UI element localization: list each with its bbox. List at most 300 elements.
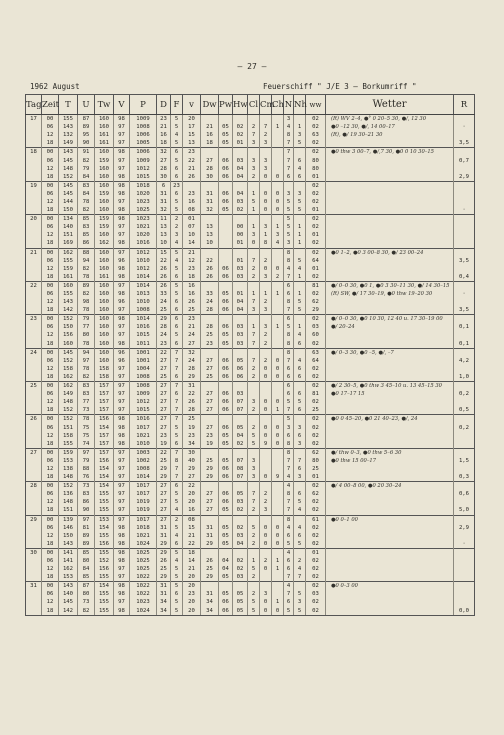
cell-Cm: 1 xyxy=(260,290,272,298)
cell-tag: 20 xyxy=(26,215,42,224)
cell-wetter xyxy=(326,473,454,482)
table-row xyxy=(26,590,475,598)
table-row xyxy=(26,565,475,573)
cell-Ch xyxy=(272,490,284,498)
cell-V: 98 xyxy=(114,524,130,532)
cell-v: 18 xyxy=(183,273,201,282)
cell-V: 98 xyxy=(114,582,130,591)
cell-P: 1012 xyxy=(130,165,157,173)
cell-Tw: 156 xyxy=(95,540,114,549)
cell-V: 97 xyxy=(114,131,130,139)
cell-Pw: 06 xyxy=(219,598,233,606)
cell-tag xyxy=(26,273,42,282)
cell-Dw: 27 xyxy=(201,365,219,373)
cell-D: 31 xyxy=(157,590,171,598)
cell-tag xyxy=(26,298,42,306)
cell-U: 78 xyxy=(78,198,95,206)
cell-v: 14 xyxy=(183,239,201,248)
cell-wetter xyxy=(326,524,454,532)
cell-N: 5 xyxy=(284,206,294,215)
table-row xyxy=(26,265,475,273)
cell-Nh: 3 xyxy=(294,440,306,449)
cell-U: 85 xyxy=(78,215,95,224)
cell-tag xyxy=(26,607,42,616)
cell-Ch: 0 xyxy=(272,532,284,540)
cell-Tw: 155 xyxy=(95,573,114,582)
cell-D: 30 xyxy=(157,173,171,182)
cell-N: 6 xyxy=(284,373,294,382)
weather-note: ●/ thw 0–3, ●0 thw 5–6 30 xyxy=(331,449,402,456)
cell-Ch: 0 xyxy=(272,206,284,215)
cell-T: 143 xyxy=(59,298,78,306)
cell-v: 21 xyxy=(183,532,201,540)
column-header: Nh xyxy=(294,95,306,115)
cell-v: 12 xyxy=(183,257,201,265)
weather-note: ●/ 0–3 30, ●0 –5, ●/, –7 xyxy=(331,349,394,356)
cell-tag xyxy=(26,257,42,265)
cell-Hw: 03 xyxy=(233,573,248,582)
cell-T: 162 xyxy=(59,382,78,391)
cell-Nh: 4 xyxy=(294,357,306,365)
cell-Cm: 3 xyxy=(260,156,272,164)
cell-Pw: 05 xyxy=(219,331,233,339)
cell-v: 16 xyxy=(183,198,201,206)
cell-Nh xyxy=(294,215,306,224)
cell-Dw xyxy=(201,582,219,591)
cell-wetter xyxy=(326,215,454,224)
cell-V: 97 xyxy=(114,281,130,290)
cell-Cm: 3 xyxy=(260,165,272,173)
cell-V: 98 xyxy=(114,532,130,540)
cell-Hw: 07 xyxy=(233,398,248,406)
cell-Tw: 155 xyxy=(95,532,114,540)
cell-Hw: 02 xyxy=(233,131,248,139)
cell-P: 1015 xyxy=(130,173,157,182)
cell-V: 97 xyxy=(114,498,130,506)
cell-zeit: 00 xyxy=(42,515,59,524)
cell-wetter xyxy=(326,457,454,465)
cell-Dw: 26 xyxy=(201,273,219,282)
cell-D: 26 xyxy=(157,557,171,565)
table-row xyxy=(26,373,475,382)
cell-Tw: 160 xyxy=(95,148,114,157)
cell-P: 1006 xyxy=(130,131,157,139)
cell-F: 7 xyxy=(171,365,183,373)
cell-zeit: 18 xyxy=(42,607,59,616)
table-row xyxy=(26,573,475,582)
cell-F: 4 xyxy=(171,557,183,565)
cell-V: 97 xyxy=(114,573,130,582)
cell-U: 90 xyxy=(78,506,95,515)
cell-Cl: 3 xyxy=(248,457,260,465)
cell-Hw xyxy=(233,348,248,357)
cell-Pw: 05 xyxy=(219,131,233,139)
table-row xyxy=(26,357,475,365)
cell-Pw: 06 xyxy=(219,498,233,506)
cell-D: 34 xyxy=(157,598,171,606)
cell-R xyxy=(454,248,475,257)
cell-Cm xyxy=(260,482,272,491)
cell-Tw: 155 xyxy=(95,490,114,498)
cell-Dw: 29 xyxy=(201,540,219,549)
cell-Nh xyxy=(294,181,306,190)
cell-wetter xyxy=(326,273,454,282)
cell-F: 5 xyxy=(171,524,183,532)
cell-T: 143 xyxy=(59,582,78,591)
cell-V: 97 xyxy=(114,515,130,524)
cell-N: 8 xyxy=(284,490,294,498)
cell-Dw xyxy=(201,382,219,391)
cell-Tw: 160 xyxy=(95,173,114,182)
cell-zeit: 18 xyxy=(42,340,59,349)
cell-v: 21 xyxy=(183,565,201,573)
cell-D: 29 xyxy=(157,540,171,549)
cell-zeit: 06 xyxy=(42,257,59,265)
cell-wetter xyxy=(326,582,454,591)
cell-P: 1011 xyxy=(130,340,157,349)
cell-tag xyxy=(26,598,42,606)
cell-Dw: 31 xyxy=(201,190,219,198)
cell-Hw: 01 xyxy=(233,257,248,265)
cell-R xyxy=(454,148,475,157)
cell-Cl: 2 xyxy=(248,273,260,282)
cell-wetter xyxy=(326,298,454,306)
cell-Cm: 0 xyxy=(260,598,272,606)
cell-Hw xyxy=(233,548,248,557)
cell-T: 145 xyxy=(59,181,78,190)
cell-P: 1012 xyxy=(130,248,157,257)
cell-Hw: 04 xyxy=(233,173,248,182)
table-row xyxy=(26,382,475,391)
cell-U: 82 xyxy=(78,373,95,382)
cell-ww: 02 xyxy=(306,532,326,540)
cell-Cl: 2 xyxy=(248,423,260,431)
cell-ww: 02 xyxy=(306,181,326,190)
cell-v: 26 xyxy=(183,298,201,306)
cell-Cm xyxy=(260,281,272,290)
cell-Hw: 04 xyxy=(233,432,248,440)
cell-T: 155 xyxy=(59,290,78,298)
cell-Tw: 155 xyxy=(95,607,114,616)
cell-R xyxy=(454,557,475,565)
cell-N: 8 xyxy=(284,257,294,265)
cell-T: 150 xyxy=(59,206,78,215)
cell-tag xyxy=(26,357,42,365)
cell-Cl: 1 xyxy=(248,206,260,215)
cell-V: 97 xyxy=(114,490,130,498)
cell-F: 6 xyxy=(171,340,183,349)
cell-Hw: 01 xyxy=(233,239,248,248)
cell-Pw: 06 xyxy=(219,406,233,415)
table-row xyxy=(26,123,475,131)
cell-Pw: 06 xyxy=(219,390,233,398)
cell-Tw: 157 xyxy=(95,390,114,398)
cell-Cm xyxy=(260,548,272,557)
cell-Dw xyxy=(201,548,219,557)
cell-v: 15 xyxy=(183,524,201,532)
cell-Hw: 03 xyxy=(233,156,248,164)
table-row xyxy=(26,139,475,148)
cell-R xyxy=(454,432,475,440)
cell-U: 79 xyxy=(78,165,95,173)
cell-D: 32 xyxy=(157,148,171,157)
cell-Cl: 2 xyxy=(248,173,260,182)
cell-zeit: 06 xyxy=(42,123,59,131)
table-row xyxy=(26,190,475,198)
cell-U: 85 xyxy=(78,231,95,239)
cell-zeit: 00 xyxy=(42,548,59,557)
cell-ww: 64 xyxy=(306,357,326,365)
cell-ww: 01 xyxy=(306,206,326,215)
cell-D: 29 xyxy=(157,465,171,473)
cell-Pw xyxy=(219,148,233,157)
cell-T: 151 xyxy=(59,231,78,239)
cell-N: 3 xyxy=(284,239,294,248)
cell-ww: 80 xyxy=(306,156,326,164)
cell-tag: 26 xyxy=(26,415,42,424)
cell-zeit: 00 xyxy=(42,348,59,357)
cell-R xyxy=(454,465,475,473)
cell-Cl: 3 xyxy=(248,473,260,482)
cell-V: 97 xyxy=(114,248,130,257)
cell-R xyxy=(454,590,475,598)
cell-v: 28 xyxy=(183,365,201,373)
cell-zeit: 00 xyxy=(42,382,59,391)
cell-Cm: 0 xyxy=(260,565,272,573)
cell-zeit: 18 xyxy=(42,573,59,582)
cell-ww: 02 xyxy=(306,123,326,131)
cell-F: 7 xyxy=(171,465,183,473)
cell-F: 5 xyxy=(171,156,183,164)
cell-N: 7 xyxy=(284,590,294,598)
cell-Tw: 159 xyxy=(95,223,114,231)
cell-Cm: 3 xyxy=(260,273,272,282)
cell-ww: 02 xyxy=(306,565,326,573)
cell-N: 5 xyxy=(284,215,294,224)
cell-Dw: 27 xyxy=(201,357,219,365)
cell-Ch: 1 xyxy=(272,123,284,131)
cell-Ch xyxy=(272,315,284,324)
cell-Nh xyxy=(294,482,306,491)
cell-ww: 02 xyxy=(306,540,326,549)
cell-P: 1023 xyxy=(130,598,157,606)
cell-Pw: 05 xyxy=(219,540,233,549)
cell-v: 23 xyxy=(183,148,201,157)
cell-R: 0,0 xyxy=(454,607,475,616)
cell-Dw xyxy=(201,281,219,290)
cell-wetter xyxy=(326,265,454,273)
table-row xyxy=(26,273,475,282)
cell-Ch xyxy=(272,165,284,173)
cell-F: 4 xyxy=(171,532,183,540)
cell-Pw: 06 xyxy=(219,190,233,198)
cell-R: 0,5 xyxy=(454,406,475,415)
cell-N: 4 xyxy=(284,548,294,557)
cell-U: 85 xyxy=(78,548,95,557)
cell-N: 8 xyxy=(284,298,294,306)
cell-U: 77 xyxy=(78,323,95,331)
cell-V: 98 xyxy=(114,607,130,616)
cell-Pw xyxy=(219,415,233,424)
cell-Cm: 0 xyxy=(260,206,272,215)
cell-Ch xyxy=(272,257,284,265)
cell-D: 23 xyxy=(157,115,171,124)
cell-v xyxy=(183,181,201,190)
cell-T: 148 xyxy=(59,165,78,173)
cell-Hw: 03 xyxy=(233,198,248,206)
cell-Nh: 5 xyxy=(294,607,306,616)
cell-T: 149 xyxy=(59,390,78,398)
cell-U: 82 xyxy=(78,206,95,215)
cell-F: 5 xyxy=(171,115,183,124)
cell-zeit: 12 xyxy=(42,498,59,506)
cell-P: 1025 xyxy=(130,557,157,565)
cell-ww: 03 xyxy=(306,323,326,331)
table-row xyxy=(26,432,475,440)
cell-Pw xyxy=(219,181,233,190)
cell-F: 4 xyxy=(171,257,183,265)
cell-Cm xyxy=(260,448,272,457)
cell-U: 88 xyxy=(78,465,95,473)
cell-Ch: 0 xyxy=(272,373,284,382)
cell-D: 27 xyxy=(157,490,171,498)
column-header: Cl xyxy=(248,95,260,115)
cell-Pw: 06 xyxy=(219,265,233,273)
cell-F: 5 xyxy=(171,598,183,606)
cell-tag xyxy=(26,457,42,465)
cell-Tw: 162 xyxy=(95,239,114,248)
cell-F: 5 xyxy=(171,423,183,431)
cell-wetter xyxy=(326,423,454,431)
table-row xyxy=(26,323,475,331)
cell-v: 21 xyxy=(183,248,201,257)
cell-Nh: 3 xyxy=(294,473,306,482)
cell-Ch: 0 xyxy=(272,540,284,549)
cell-Tw: 154 xyxy=(95,482,114,491)
cell-R: 2,9 xyxy=(454,524,475,532)
cell-tag xyxy=(26,565,42,573)
cell-R: 3,5 xyxy=(454,257,475,265)
cell-wetter xyxy=(326,173,454,182)
cell-Cl: 3 xyxy=(248,165,260,173)
cell-P: 1010 xyxy=(130,298,157,306)
cell-P: 1021 xyxy=(130,432,157,440)
cell-Nh: 6 xyxy=(294,432,306,440)
cell-R xyxy=(454,582,475,591)
cell-ww: 01 xyxy=(306,173,326,182)
cell-R xyxy=(454,415,475,424)
cell-tag xyxy=(26,239,42,248)
cell-Cm: 0 xyxy=(260,540,272,549)
cell-R xyxy=(454,115,475,124)
cell-zeit: 12 xyxy=(42,198,59,206)
cell-tag: 17 xyxy=(26,115,42,124)
cell-ww: 02 xyxy=(306,440,326,449)
cell-Pw xyxy=(219,382,233,391)
cell-ww: 02 xyxy=(306,432,326,440)
cell-D: 27 xyxy=(157,357,171,365)
cell-Nh xyxy=(294,348,306,357)
cell-U: 87 xyxy=(78,115,95,124)
cell-Cl xyxy=(248,248,260,257)
cell-zeit: 12 xyxy=(42,465,59,473)
cell-ww: 29 xyxy=(306,306,326,315)
cell-P: 1010 xyxy=(130,257,157,265)
cell-U: 78 xyxy=(78,340,95,349)
cell-Ch xyxy=(272,548,284,557)
column-header: P xyxy=(130,95,157,115)
cell-Dw xyxy=(201,215,219,224)
cell-v: 31 xyxy=(183,382,201,391)
cell-ww: 02 xyxy=(306,373,326,382)
cell-P: 1008 xyxy=(130,465,157,473)
cell-Nh: 6 xyxy=(294,390,306,398)
cell-P: 1020 xyxy=(130,190,157,198)
cell-Pw xyxy=(219,582,233,591)
cell-Nh: 3 xyxy=(294,131,306,139)
cell-Cl xyxy=(248,382,260,391)
cell-P: 1009 xyxy=(130,390,157,398)
cell-D: 24 xyxy=(157,298,171,306)
cell-P: 1001 xyxy=(130,348,157,357)
cell-tag xyxy=(26,331,42,339)
cell-Hw xyxy=(233,515,248,524)
cell-zeit: 12 xyxy=(42,532,59,540)
cell-Tw: 155 xyxy=(95,548,114,557)
cell-Ch xyxy=(272,215,284,224)
cell-v: 15 xyxy=(183,131,201,139)
cell-P: 1009 xyxy=(130,115,157,124)
cell-Hw: 03 xyxy=(233,323,248,331)
cell-V: 98 xyxy=(114,115,130,124)
cell-Dw: 34 xyxy=(201,598,219,606)
cell-U: 97 xyxy=(78,357,95,365)
cell-Hw: 04 xyxy=(233,190,248,198)
cell-T: 159 xyxy=(59,448,78,457)
cell-U: 94 xyxy=(78,257,95,265)
cell-Hw: 07 xyxy=(233,457,248,465)
cell-Nh: 1 xyxy=(294,323,306,331)
cell-Tw: 161 xyxy=(95,131,114,139)
weather-note: ●0 thw 3 00–7, ●/,7 30, ●0 0 10 30–15 xyxy=(331,149,434,156)
cell-Pw: 06 xyxy=(219,473,233,482)
cell-R xyxy=(454,573,475,582)
cell-Tw: 157 xyxy=(95,448,114,457)
cell-V: 97 xyxy=(114,365,130,373)
cell-Pw xyxy=(219,239,233,248)
cell-Dw: 29 xyxy=(201,573,219,582)
cell-Pw: 06 xyxy=(219,373,233,382)
cell-v: 27 xyxy=(183,340,201,349)
cell-Dw: 13 xyxy=(201,231,219,239)
cell-F: 2 xyxy=(171,223,183,231)
cell-N: 5 xyxy=(284,398,294,406)
cell-Cl: 3 xyxy=(248,156,260,164)
cell-Tw: 160 xyxy=(95,306,114,315)
cell-P: 1025 xyxy=(130,206,157,215)
cell-F: 7 xyxy=(171,448,183,457)
cell-V: 98 xyxy=(114,548,130,557)
cell-tag: 18 xyxy=(26,148,42,157)
cell-V: 98 xyxy=(114,540,130,549)
cell-ww: 02 xyxy=(306,290,326,298)
cell-tag: 22 xyxy=(26,281,42,290)
table-row xyxy=(26,557,475,565)
cell-v: 18 xyxy=(183,548,201,557)
cell-R: 1,0 xyxy=(454,373,475,382)
cell-v: 34 xyxy=(183,440,201,449)
cell-Tw: 155 xyxy=(95,590,114,598)
